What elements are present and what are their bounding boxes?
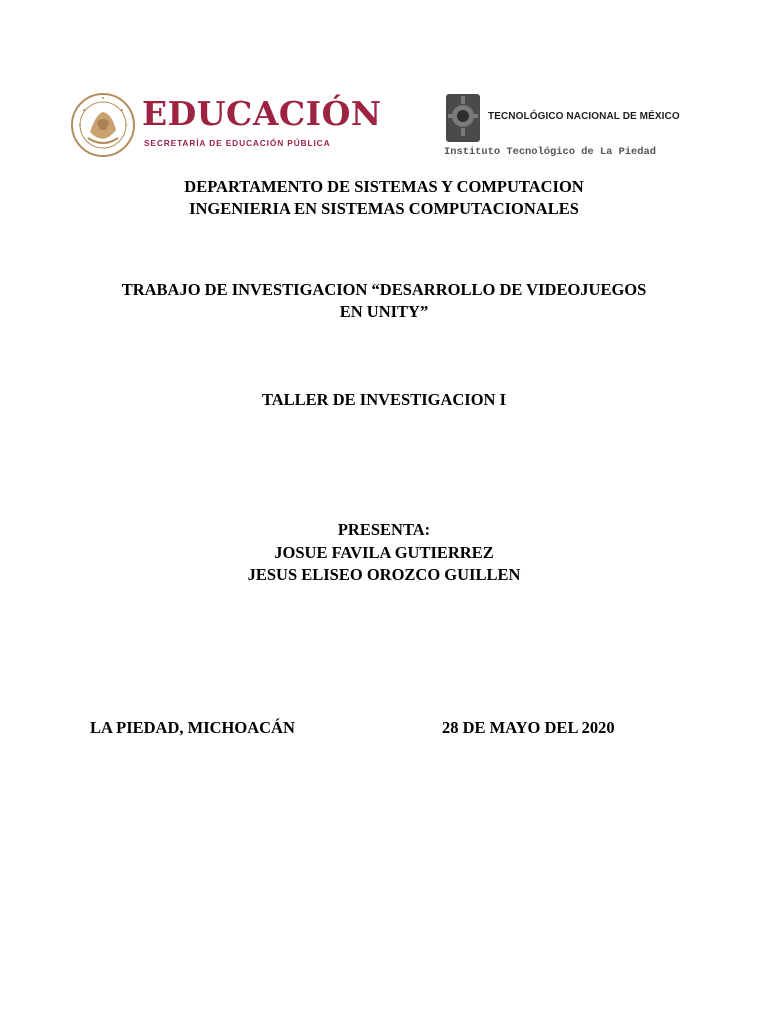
institute-name: Instituto Tecnológico de La Piedad [444,146,657,158]
presents-label: PRESENTA: [337,520,431,539]
tecnm-name: TECNOLÓGICO NACIONAL DE MÉXICO [488,111,680,122]
work-title-line-2: EN UNITY” [339,302,429,321]
sep-logo [70,92,382,162]
date: 28 DE MAYO DEL 2020 [442,718,615,737]
author-name: JOSUE FAVILA GUTIERREZ [274,543,494,562]
sep-subtitle: SECRETARÍA DE EDUCACIÓN PÚBLICA [144,138,331,148]
tecnm-gear-icon [444,92,482,146]
place: LA PIEDAD, MICHOACÁN [90,718,295,737]
work-title-line-1: TRABAJO DE INVESTIGACION “DESARROLLO DE VIDEOJUEGOS [121,280,647,299]
tecnm-logo [444,92,704,164]
author-name: JESUS ELISEO OROZCO GUILLEN [247,565,521,584]
career-heading: INGENIERIA EN SISTEMAS COMPUTACIONALES [189,199,579,218]
department-heading: DEPARTAMENTO DE SISTEMAS Y COMPUTACION [184,177,584,196]
mexico-coat-of-arms-seal [70,92,136,158]
course-name: TALLER DE INVESTIGACION I [261,390,507,409]
sep-wordmark: EDUCACIÓN [142,94,382,133]
